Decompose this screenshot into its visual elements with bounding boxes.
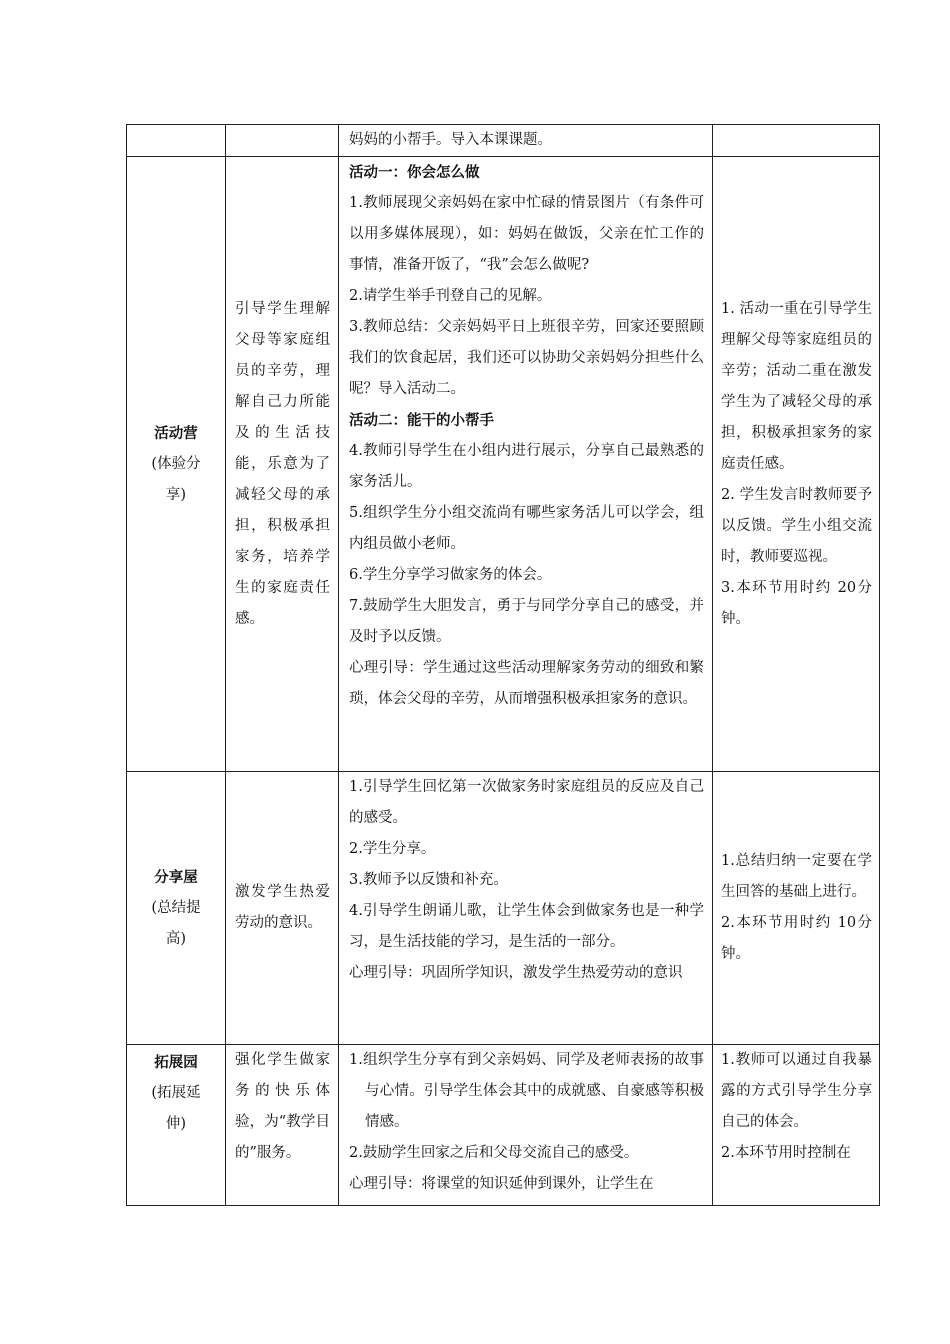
note-item: 2.本环节用时控制在	[721, 1145, 851, 1161]
process-step: 1.引导学生回忆第一次做家务时家庭组员的反应及自己的感受。	[349, 779, 704, 826]
process-step: 2.鼓励学生回家之后和父母交流自己的感受。	[349, 1145, 639, 1161]
process-step: 2.请学生举手刊登自己的见解。	[349, 288, 552, 304]
process-cell	[339, 157, 713, 772]
stage-name: 活动营	[154, 424, 198, 442]
note-item: 1. 活动一重在引导学生理解父母等家庭组员的辛劳；活动二重在激发学生为了减轻父母的承担，积极承担家务的家庭责任感。	[721, 300, 872, 472]
stage-subtitle: (体验分享)	[151, 455, 201, 503]
stage-name: 拓展园	[154, 1054, 198, 1071]
stage-cell	[127, 772, 226, 1045]
note-item: 1.教师可以通过自我暴露的方式引导学生分享自己的体会。	[721, 1052, 872, 1130]
stage-subtitle: (拓展延伸)	[151, 1085, 201, 1132]
stage-cell-empty	[127, 125, 226, 157]
process-step: 3.教师总结：父亲妈妈平日上班很辛劳，回家还要照顾我们的饮食起居，我们还可以协助父亲妈妈分担些什么呢？导入活动二。	[349, 319, 704, 397]
note-cell	[713, 1045, 880, 1206]
note-cell	[713, 157, 880, 772]
stage-name: 分享屋	[154, 868, 198, 886]
process-step: 1.教师展现父亲妈妈在家中忙碌的情景图片（有条件可以用多媒体展现），如：妈妈在做饭，父亲在忙工作的事情，准备开饭了，“我”会怎么做呢?	[349, 195, 704, 273]
process-step: 1.组织学生分享有到父亲妈妈、同学及老师表扬的故事与心情。引导学生体会其中的成就感、自豪感等积极情感。	[349, 1052, 704, 1130]
process-cell	[339, 1045, 713, 1206]
note-item: 3.本环节用时约 20分钟。	[721, 579, 872, 627]
process-list	[349, 772, 704, 989]
process-list	[349, 157, 704, 715]
stage-cell	[127, 157, 226, 772]
note-item: 2. 学生发言时教师要予以反馈。学生小组交流时，教师要巡视。	[721, 486, 872, 565]
note-cell	[713, 772, 880, 1045]
process-step: 5.组织学生分小组交流尚有哪些家务活儿可以学会，组内组员做小老师。	[349, 505, 704, 552]
activity-heading: 活动二：能干的小帮手	[349, 412, 494, 429]
process-step: 2.学生分享。	[349, 841, 436, 857]
table-row-extension-garden	[127, 1045, 880, 1206]
goal-cell: 强化学生做家务的快乐体验，为“教学目的”服务。	[226, 1045, 339, 1206]
process-cell	[339, 125, 713, 157]
goal-cell: 激发学生热爱劳动的意识。	[226, 772, 339, 1045]
stage-subtitle: (总结提高)	[151, 899, 201, 947]
process-step: 心理引导：巩固所学知识，激发学生热爱劳动的意识	[349, 965, 683, 981]
stage-cell	[127, 1045, 226, 1206]
process-list	[349, 1045, 704, 1200]
process-text: 妈妈的小帮手。导入本课课题。	[349, 132, 552, 148]
table-row-sharing-house	[127, 772, 880, 1045]
note-list	[721, 1045, 872, 1169]
process-step: 4.教师引导学生在小组内进行展示，分享自己最熟悉的家务活儿。	[349, 443, 704, 490]
activity-heading: 活动一：你会怎么做	[349, 164, 480, 181]
process-step: 心理引导：学生通过这些活动理解家务劳动的细致和繁琐，体会父母的辛劳，从而增强积极承担家务的意识。	[349, 660, 704, 707]
goal-cell: 引导学生理解父母等家庭组员的辛劳，理解自己力所能及的生活技能，乐意为了减轻父母的承担，积极承担家务，培养学生的家庭责任感。	[226, 157, 339, 772]
note-item: 2.本环节用时约 10分钟。	[721, 915, 872, 962]
lesson-plan-table	[126, 124, 880, 1206]
table-row-continuation	[127, 125, 880, 157]
note-cell-empty	[713, 125, 880, 157]
table-row-activity-camp	[127, 157, 880, 772]
goal-cell-empty	[226, 125, 339, 157]
process-step: 3.教师予以反馈和补充。	[349, 872, 508, 888]
process-step: 7.鼓励学生大胆发言，勇于与同学分享自己的感受，并及时予以反馈。	[349, 598, 704, 645]
process-step: 4.引导学生朗诵儿歌，让学生体会到做家务也是一种学习，是生活技能的学习，是生活的一部分。	[349, 903, 704, 950]
note-list	[721, 846, 872, 970]
process-cell	[339, 772, 713, 1045]
process-step: 心理引导：将课堂的知识延伸到课外，让学生在	[349, 1176, 654, 1192]
process-step: 6.学生分享学习做家务的体会。	[349, 567, 552, 583]
note-item: 1.总结归纳一定要在学生回答的基础上进行。	[721, 853, 872, 900]
note-list	[721, 294, 872, 635]
